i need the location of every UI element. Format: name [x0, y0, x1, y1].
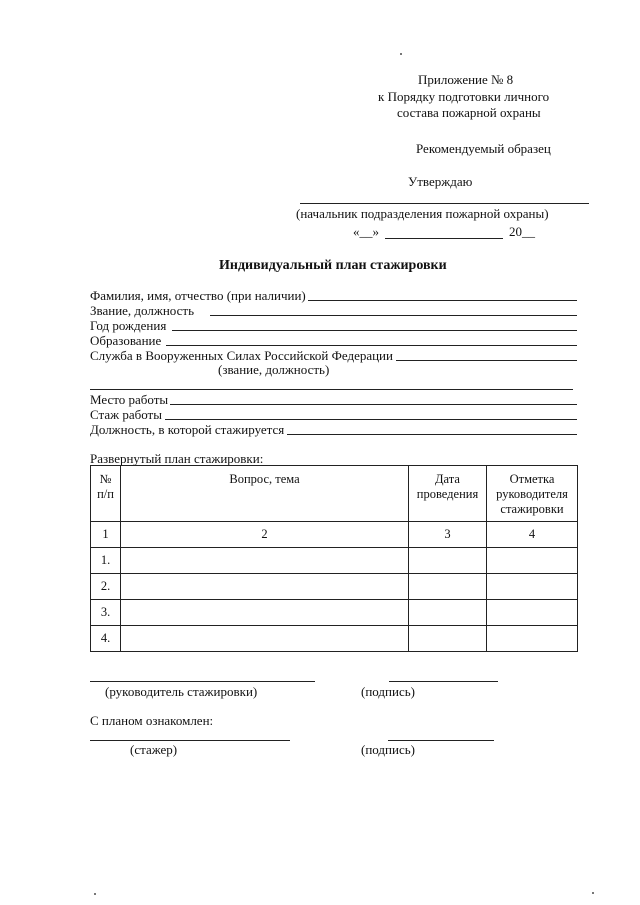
- header-mark-line-1: Отметка: [509, 472, 555, 486]
- field-workplace-label: Место работы: [90, 392, 169, 407]
- approval-date-day: «__»: [353, 224, 379, 239]
- header-topic: Вопрос, тема: [229, 472, 300, 486]
- approver-position-caption: (начальник подразделения пожарной охраны): [296, 206, 549, 221]
- field-fio-label: Фамилия, имя, отчество (при наличии): [90, 288, 306, 303]
- row-number: 3.: [91, 600, 121, 626]
- trainee-name-line: [90, 740, 290, 741]
- field-military-caption: (звание, должность): [218, 362, 330, 377]
- row-topic-cell: [121, 574, 409, 600]
- row-mark-cell: [487, 626, 578, 652]
- row-mark-cell: [487, 574, 578, 600]
- table-row: [91, 548, 578, 574]
- field-military-label: Служба в Вооруженных Силах Российской Федерации: [90, 348, 393, 363]
- header-mark-line-3: стажировки: [500, 502, 564, 516]
- column-number-4: 4: [487, 522, 578, 548]
- trainee-caption: (стажер): [130, 742, 178, 757]
- row-number: 4.: [91, 626, 121, 652]
- table-row: [91, 626, 578, 652]
- trainee-sign-line: [388, 740, 494, 741]
- row-number: 2.: [91, 574, 121, 600]
- field-birth-year-label: Год рождения: [90, 318, 167, 333]
- plan-table: [90, 465, 578, 652]
- row-topic-cell: [121, 600, 409, 626]
- header-number-cell: [91, 466, 121, 522]
- header-date-line-2: проведения: [416, 487, 479, 501]
- supervisor-caption: (руководитель стажировки): [105, 684, 258, 699]
- field-birth-year-line: [172, 330, 577, 331]
- field-workplace-line: [170, 404, 577, 405]
- column-number-1: 1: [91, 522, 121, 548]
- scan-speck: [400, 53, 402, 55]
- trainee-signature-caption: (подпись): [361, 742, 415, 757]
- recommended-sample: Рекомендуемый образец: [416, 141, 551, 156]
- scan-speck: [94, 893, 96, 895]
- header-date-cell: [409, 466, 487, 522]
- acknowledged-label: С планом ознакомлен:: [90, 713, 214, 728]
- approval-date-month-line: [385, 238, 503, 239]
- supervisor-signature-line: [90, 681, 315, 682]
- header-mark-line-2: руководителя: [496, 487, 568, 501]
- supervisor-signature-caption: (подпись): [361, 684, 415, 699]
- supervisor-sign-line: [389, 681, 498, 682]
- field-target-position-line: [287, 434, 577, 435]
- scan-speck: [592, 892, 594, 894]
- field-fio-line: [308, 300, 577, 301]
- plan-column-numbers-row: [91, 522, 578, 548]
- field-education-label: Образование: [90, 333, 162, 348]
- approve-label: Утверждаю: [408, 174, 473, 189]
- appendix-number: Приложение № 8: [418, 72, 514, 87]
- plan-header-row: [91, 466, 578, 522]
- row-mark-cell: [487, 600, 578, 626]
- row-topic-cell: [121, 626, 409, 652]
- header-number-line-2: п/п: [97, 487, 114, 501]
- field-target-position-label: Должность, в которой стажируется: [90, 422, 285, 437]
- table-row: [91, 574, 578, 600]
- table-row: [91, 600, 578, 626]
- column-number-2: 2: [121, 522, 409, 548]
- field-military-line: [396, 360, 577, 361]
- approver-signature-line: [300, 203, 589, 204]
- appendix-order-line: к Порядку подготовки личного: [378, 89, 550, 104]
- field-education-line: [166, 345, 577, 346]
- field-rank-label: Звание, должность: [90, 303, 195, 318]
- plan-caption: Развернутый план стажировки:: [90, 451, 264, 466]
- row-date-cell: [409, 626, 487, 652]
- header-number-line-1: №: [99, 472, 112, 486]
- row-topic-cell: [121, 548, 409, 574]
- row-date-cell: [409, 600, 487, 626]
- row-mark-cell: [487, 548, 578, 574]
- document-title: Индивидуальный план стажировки: [219, 258, 447, 273]
- header-mark-cell: [487, 466, 578, 522]
- appendix-staff-line: состава пожарной охраны: [397, 105, 541, 120]
- column-number-3: 3: [409, 522, 487, 548]
- field-military-extra-line: [90, 389, 573, 390]
- approval-date-year: 20__: [509, 224, 535, 239]
- row-number: 1.: [91, 548, 121, 574]
- header-date-line-1: Дата: [435, 472, 460, 486]
- row-date-cell: [409, 574, 487, 600]
- field-rank-line: [210, 315, 577, 316]
- row-date-cell: [409, 548, 487, 574]
- header-topic-cell: [121, 466, 409, 522]
- field-experience-line: [165, 419, 577, 420]
- field-experience-label: Стаж работы: [90, 407, 162, 422]
